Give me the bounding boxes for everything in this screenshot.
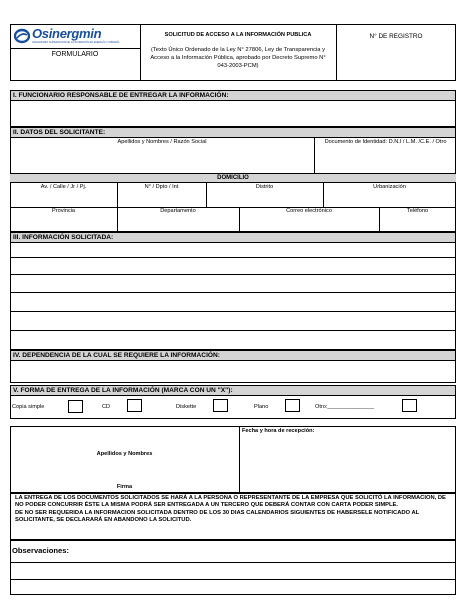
plano-label: Plano [254, 404, 269, 410]
section-dependencia: IV. DEPENDENCIA DE LA CUAL SE REQUIERE LA INFORMACIÓN: [10, 350, 456, 361]
section-funcionario: I. FUNCIONARIO RESPONSABLE DE ENTREGAR LA INFORMACIÓN: [10, 90, 456, 101]
firma-label: Firma [116, 484, 133, 490]
funcionario-field[interactable] [10, 100, 456, 127]
nombres-firma-label: Apellidos y Nombres [96, 451, 153, 457]
observaciones-label: Observaciones: [12, 546, 69, 555]
cd-label: CD [102, 404, 111, 410]
copia-simple-label: Copia simple [12, 404, 45, 410]
urbanizacion-label: Urbanización [373, 184, 406, 190]
info-line-1 [10, 257, 456, 258]
notice-box [10, 493, 456, 540]
section-solicitante: II. DATOS DEL SOLICITANTE: [10, 127, 456, 138]
osinergmin-logo [14, 27, 138, 46]
fecha-recepcion-field[interactable] [241, 436, 455, 492]
info-line-4 [10, 311, 456, 312]
logo-emblem-icon [14, 28, 30, 44]
nombres-firma-field[interactable] [11, 427, 238, 449]
header-logo-divider [10, 48, 140, 49]
diskette-label: Diskette [176, 404, 197, 410]
form-label: FORMULARIO [51, 51, 99, 58]
correo-label: Correo electrónico [286, 208, 332, 214]
departamento-label: Departamento [160, 208, 196, 214]
numero-label: N° / Dpto / Int [144, 184, 179, 190]
section-informacion: III. INFORMACIÓN SOLICITADA: [10, 232, 456, 243]
section-forma-entrega: V. FORMA DE ENTREGA DE LA INFORMACIÓN (MARCA CON UN "X"): [10, 385, 456, 396]
nombres-label: Apellidos y Nombres / Razón Social [117, 139, 207, 145]
logo-subtitle: ORGANISMO SUPERVISOR DE LA INVERSIÓN EN ENERGÍA Y MINERÍA [32, 41, 120, 44]
firma-field[interactable] [11, 459, 238, 483]
domicilio-header: DOMICILIO [10, 174, 456, 183]
nombres-field[interactable] [11, 146, 313, 172]
dependencia-field[interactable] [10, 360, 456, 383]
obs-line-2 [10, 579, 456, 580]
firma-divider [239, 426, 240, 493]
diskette-checkbox[interactable] [213, 399, 228, 412]
distrito-label: Distrito [255, 184, 274, 190]
info-line-2 [10, 274, 456, 275]
documento-label: Documento de Identidad: D.N.I / L.M. /C.E. / Otro [324, 139, 447, 145]
copia-simple-checkbox[interactable] [68, 400, 83, 413]
informacion-field[interactable] [10, 242, 456, 350]
obs-line-1 [10, 562, 456, 563]
fecha-recepcion-label: Fecha y hora de recepción: [242, 428, 315, 434]
documento-field[interactable] [315, 146, 455, 172]
provincia-label: Provincia [51, 208, 75, 214]
otro-label: Otro:_______________ [315, 404, 375, 410]
telefono-label: Teléfono [406, 208, 429, 214]
otro-checkbox[interactable] [402, 399, 417, 412]
legal-text: (Texto Único Ordenado de la Ley N° 27806, Ley de Transparencia y Acceso a la Información Pública, aprobado por Decreto Supremo N° 043-2003-PCM) [150, 47, 326, 69]
plano-checkbox[interactable] [285, 399, 300, 412]
info-line-3 [10, 292, 456, 293]
calle-label: Av. / Calle / Jr / Pj. [40, 184, 87, 190]
cd-checkbox[interactable] [127, 399, 142, 412]
info-line-5 [10, 330, 456, 331]
registro-label: N° DE REGISTRO [369, 33, 423, 40]
notice-text: LA ENTREGA DE LOS DOCUMENTOS SOLICITADOS SE HARÁ A LA PERSONA O REPRESENTANTE DE LA EMPRESA QUE SOLICITÓ LA INFORMACION, DE NO PODER CONCURRIR ÉSTE LA MISMA PODRÁ SER ENTREGADA A UN TERCERO QUE DEBERÁ CONTAR CON CARTA PODER SIMPLE. DE NO SER REQUERIDA LA INFORMACION SOLICITADA DENTRO DE LOS 30 DIAS CALENDARIOS SIGUIENTES DE HABERSELE NOTIFICADO AL SOLICITANTE, SE DECLARARÁ EN ABANDONO LA SOLICITUD. [15, 495, 446, 524]
logo-text: Osinergmin [32, 26, 102, 41]
form-title: SOLICITUD DE ACCESO A LA INFORMACIÓN PUBLICA [164, 32, 312, 38]
